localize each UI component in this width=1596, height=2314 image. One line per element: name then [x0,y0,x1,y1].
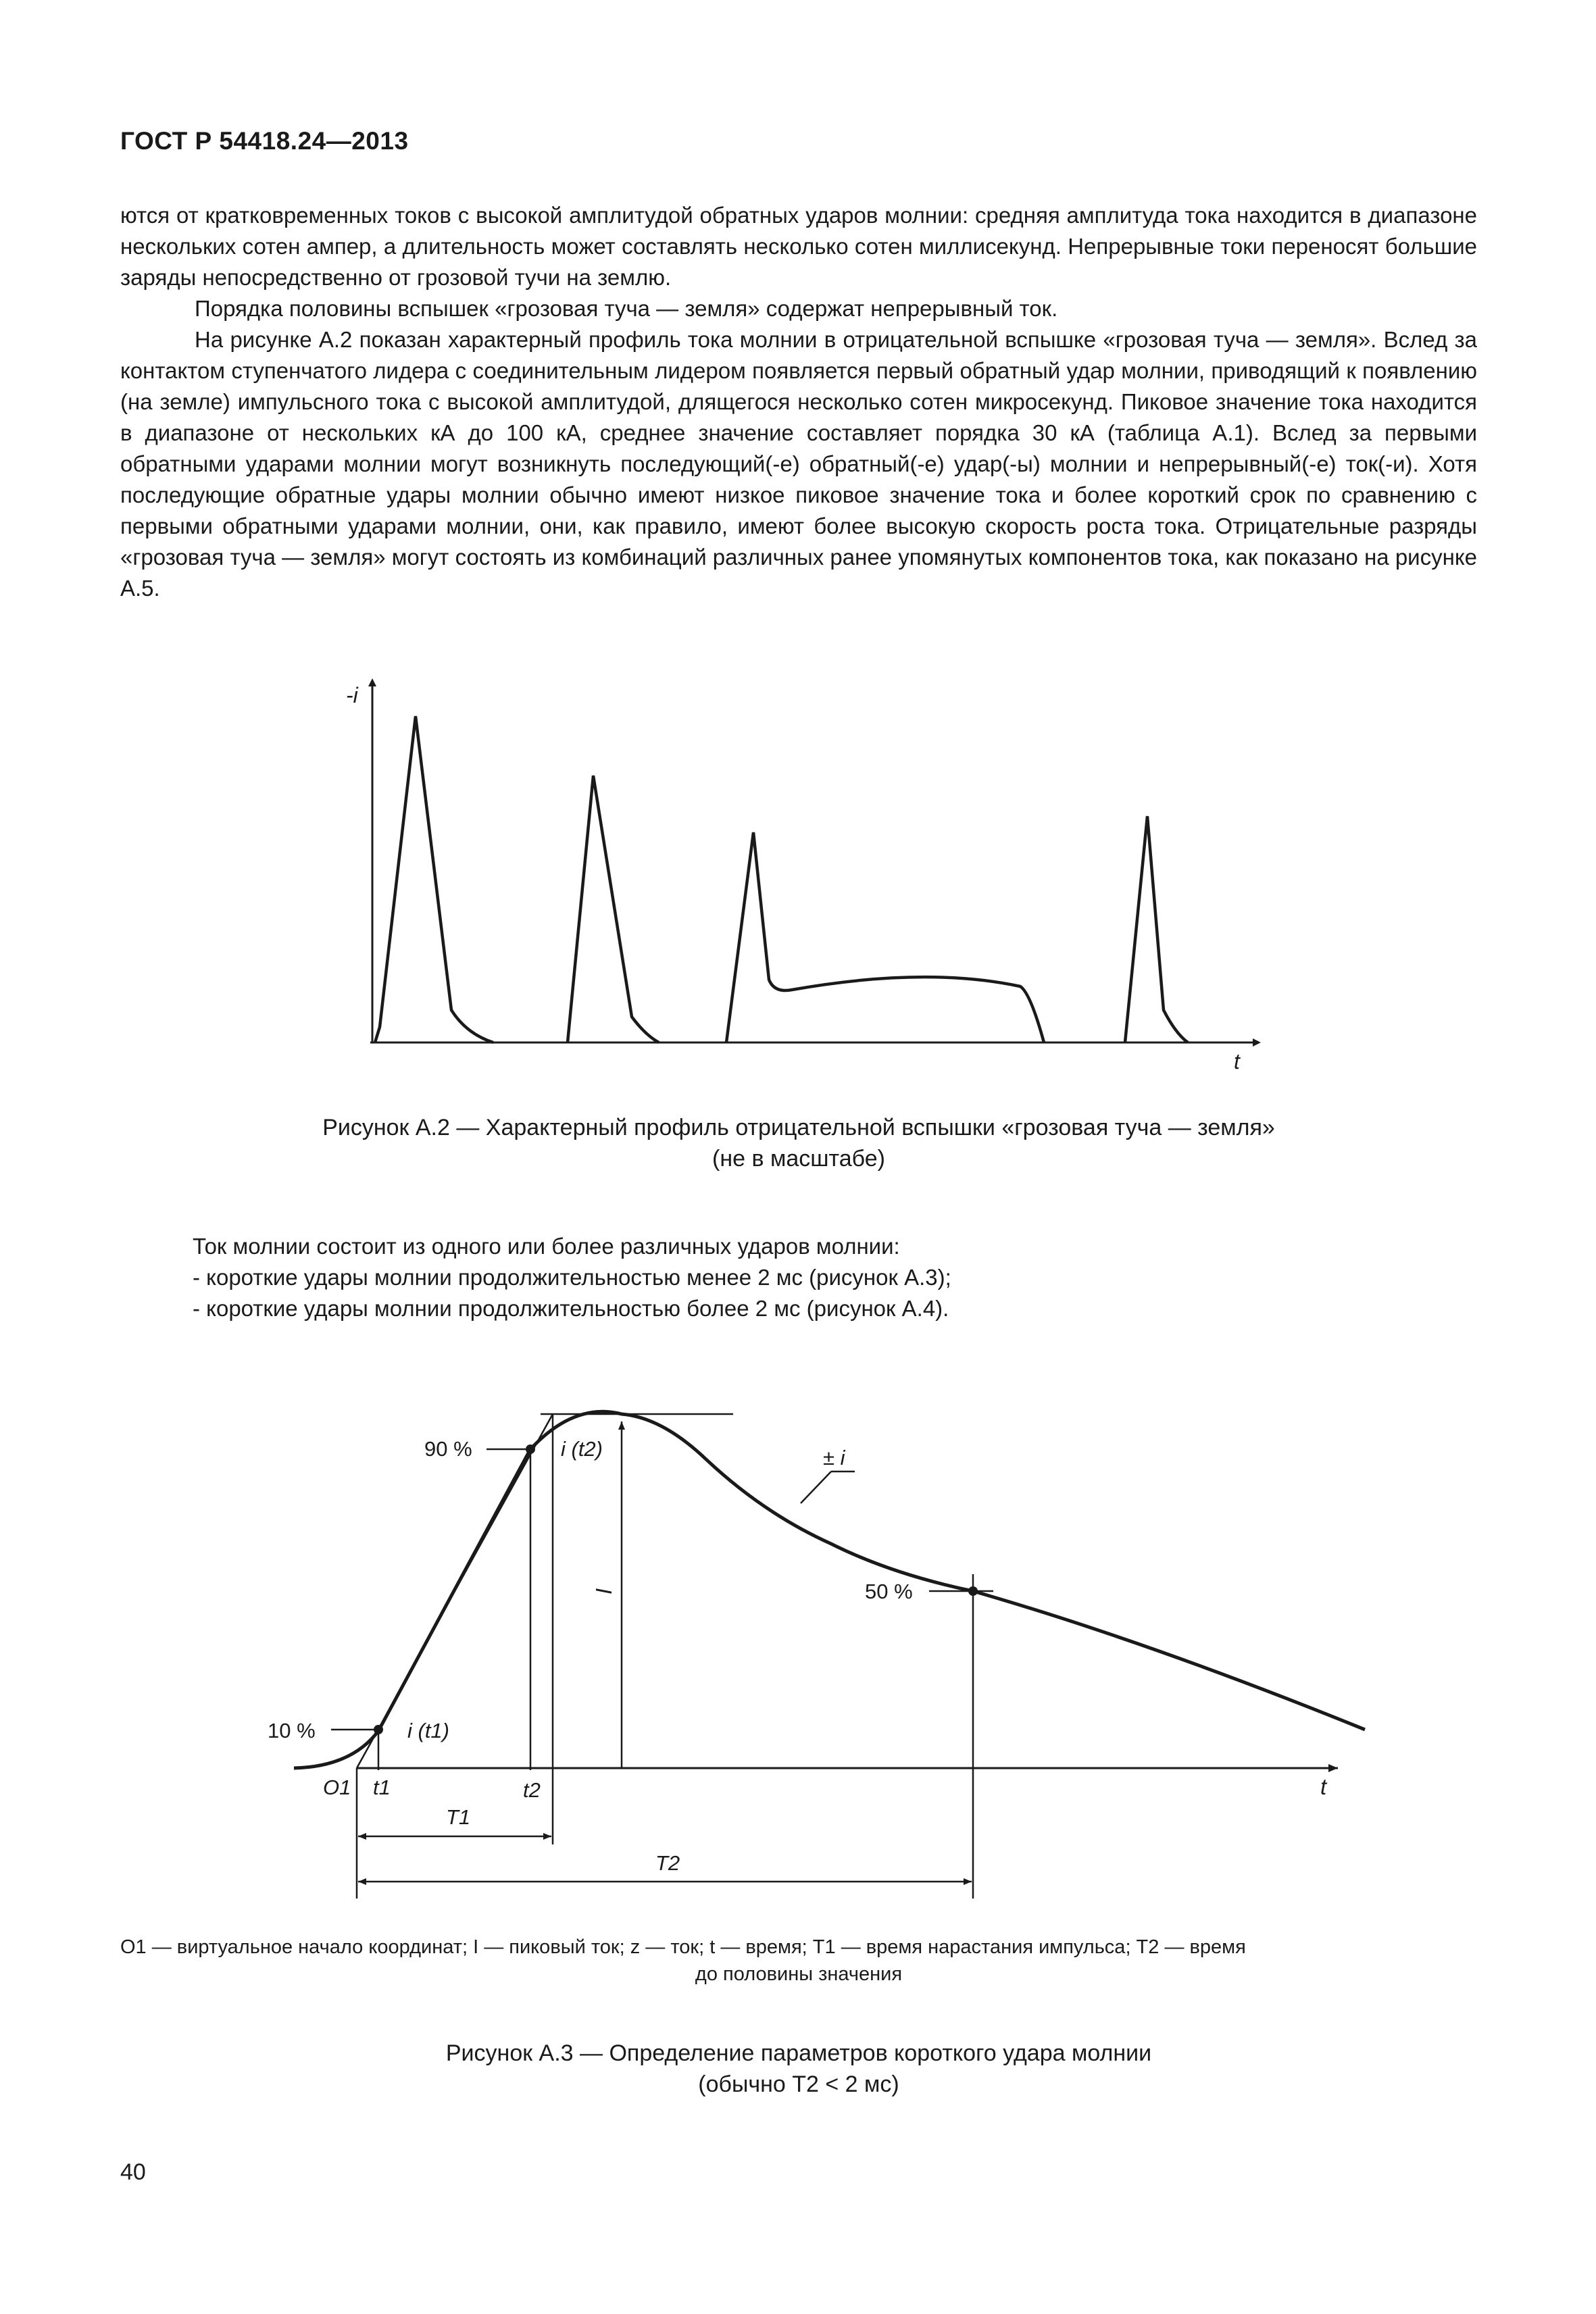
figure-a3-caption [120,2038,1477,2100]
figure-a2-caption-line1: Рисунок А.2 — Характерный профиль отрицательной вспышки «грозовая туча — земля» [322,1115,1275,1140]
a3-label-I: I [591,1588,616,1594]
a3-pm-i-leader [801,1472,831,1503]
a3-label-T1: T1 [446,1805,471,1829]
a3-point-t1 [374,1725,383,1734]
paragraph-2: Порядка половины вспышек «грозовая туча — земля» содержат непрерывный ток. [195,296,1058,321]
a3-label-T2: T2 [655,1851,680,1875]
a3-label-t: t [1320,1774,1327,1799]
list-item: - короткие удары молнии продолжительностью менее 2 мс (рисунок А.3); [193,1265,951,1290]
a3-label-10: 10 % [268,1719,316,1742]
figure-a3-legend [120,1934,1477,1988]
a3-label-pm-i: ± i [823,1446,845,1469]
a3-label-50: 50 % [865,1580,913,1603]
page-number: 40 [120,2159,146,2185]
document-header: ГОСТ Р 54418.24—2013 [120,127,409,155]
list-item: - короткие удары молнии продолжительностью более 2 мс (рисунок А.4). [193,1296,949,1321]
a3-point-50 [968,1586,978,1596]
a3-label-t1: t1 [373,1776,391,1799]
a3-label-it2: i (t2) [561,1437,603,1461]
a2-y-axis-label: -i [346,683,358,707]
figure-a3-caption-line1: Рисунок А.3 — Определение параметров короткого удара молнии [445,2040,1152,2066]
a2-x-axis-label: t [1234,1049,1240,1074]
a3-label-O1: O1 [323,1776,351,1799]
list-intro: Ток молнии состоит из одного или более различных ударов молнии: [193,1234,900,1259]
a3-label-90: 90 % [424,1437,472,1461]
a3-label-t2: t2 [523,1778,541,1802]
a3-label-it1: i (t1) [407,1719,449,1742]
a3-tangent-line [357,1414,553,1768]
legend-line2: до половины значения [695,1963,903,1985]
paragraph-1: ются от кратковременных токов с высокой амплитудой обратных ударов молнии: средняя амплитуда тока находится в диапазоне нескольких сотен ампер, а длительность может составлять несколько сотен миллисекунд. Непрерывные токи переносят большие заряды непосредственно от грозовой тучи на землю. [120,203,1477,290]
figure-a2-caption-line2: (не в масштабе) [712,1146,885,1172]
a3-point-t2 [526,1444,535,1454]
figure-a3-caption-line2: (обычно T2 < 2 мс) [698,2071,899,2097]
paragraph-3: На рисунке А.2 показан характерный профиль тока молнии в отрицательной вспышке «грозовая туча — земля». Вслед за контактом ступенчатого лидера с соединительным лидером появляется первый обратный удар молнии, приводящий к появлению (на земле) импульсного тока с высокой амплитудой, длящегося несколько сотен микросекунд. Пиковое значение тока находится в диапазоне от нескольких кА до 100 кА, среднее значение составляет порядка 30 кА (таблица А.1). Вслед за первыми обратными ударами молнии могут возникнуть последующий(-е) обратный(-е) удар(-ы) молнии и непрерывный(-е) ток(-и). Хотя последующие обратные удары молнии обычно имеют низкое пиковое значение тока и более короткий срок по сравнению с первыми обратными ударами молнии, они, как правило, имеют более высокую скорость роста тока. Отрицательные разряды «грозовая туча — земля» могут состоять из комбинаций различных ранее упомянутых компонентов тока, как показано на рисунке А.5. [120,327,1477,601]
legend-line1: O1 — виртуальное начало координат; I — пиковый ток; z — ток; t — время; T1 — время нарастания импульса; T2 — время [120,1936,1246,1958]
